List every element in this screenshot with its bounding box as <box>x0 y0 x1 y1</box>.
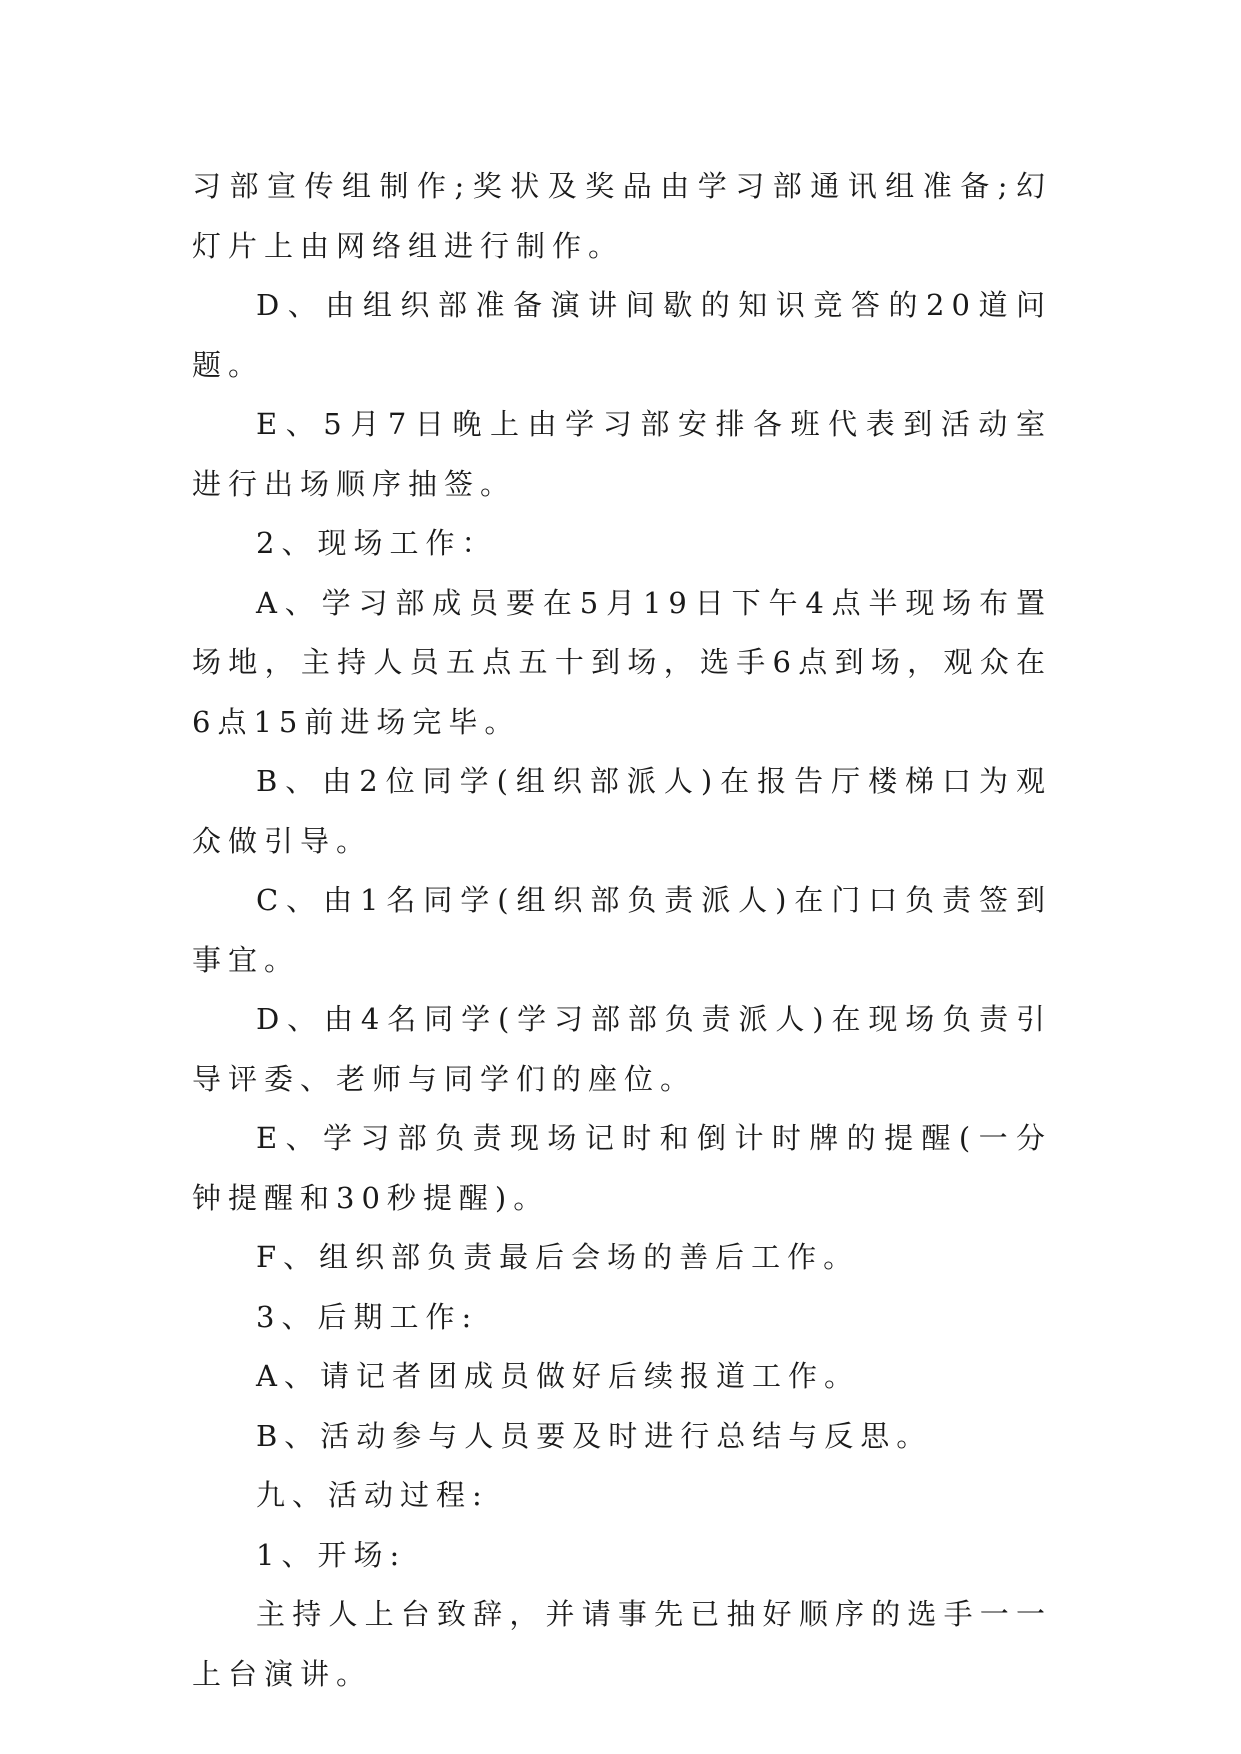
paragraph-8: D、由4名同学(学习部部负责派人)在现场负责引导评委、老师与同学们的座位。 <box>192 1002 1052 1096</box>
paragraph-1: 习部宣传组制作;奖状及奖品由学习部通讯组准备;幻灯片上由网络组进行制作。 <box>192 169 1052 263</box>
paragraph-4: 2、现场工作： <box>256 526 498 560</box>
paragraph-14: 九、活动过程: <box>256 1478 489 1512</box>
paragraph-6: B、由2位同学(组织部派人)在报告厅楼梯口为观众做引导。 <box>192 764 1052 858</box>
paragraph-9: E、学习部负责现场记时和倒计时牌的提醒(一分钟提醒和30秒提醒)。 <box>192 1121 1052 1215</box>
paragraph-2: D、由组织部准备演讲间歇的知识竞答的20道问题。 <box>192 288 1052 382</box>
paragraph-12: A、请记者团成员做好后续报道工作。 <box>256 1359 860 1393</box>
paragraph-10: F、组织部负责最后会场的善后工作。 <box>256 1240 860 1274</box>
paragraph-11: 3、后期工作: <box>256 1299 479 1334</box>
paragraph-3: E、5月7日晚上由学习部安排各班代表到活动室进行出场顺序抽签。 <box>192 407 1052 501</box>
paragraph-13: B、活动参与人员要及时进行总结与反思。 <box>256 1418 933 1453</box>
document-body <box>192 157 1052 1704</box>
paragraph-5: A、学习部成员要在5月19日下午4点半现场布置场地，主持人员五点五十到场，选手6点到场，观众在6点15前进场完毕。 <box>192 585 1052 739</box>
paragraph-16: 主持人上台致辞，并请事先已抽好顺序的选手一一上台演讲。 <box>192 1597 1052 1691</box>
paragraph-15: 1、开场: <box>256 1537 407 1572</box>
paragraph-7: C、由1名同学(组织部负责派人)在门口负责签到事宜。 <box>192 883 1052 977</box>
